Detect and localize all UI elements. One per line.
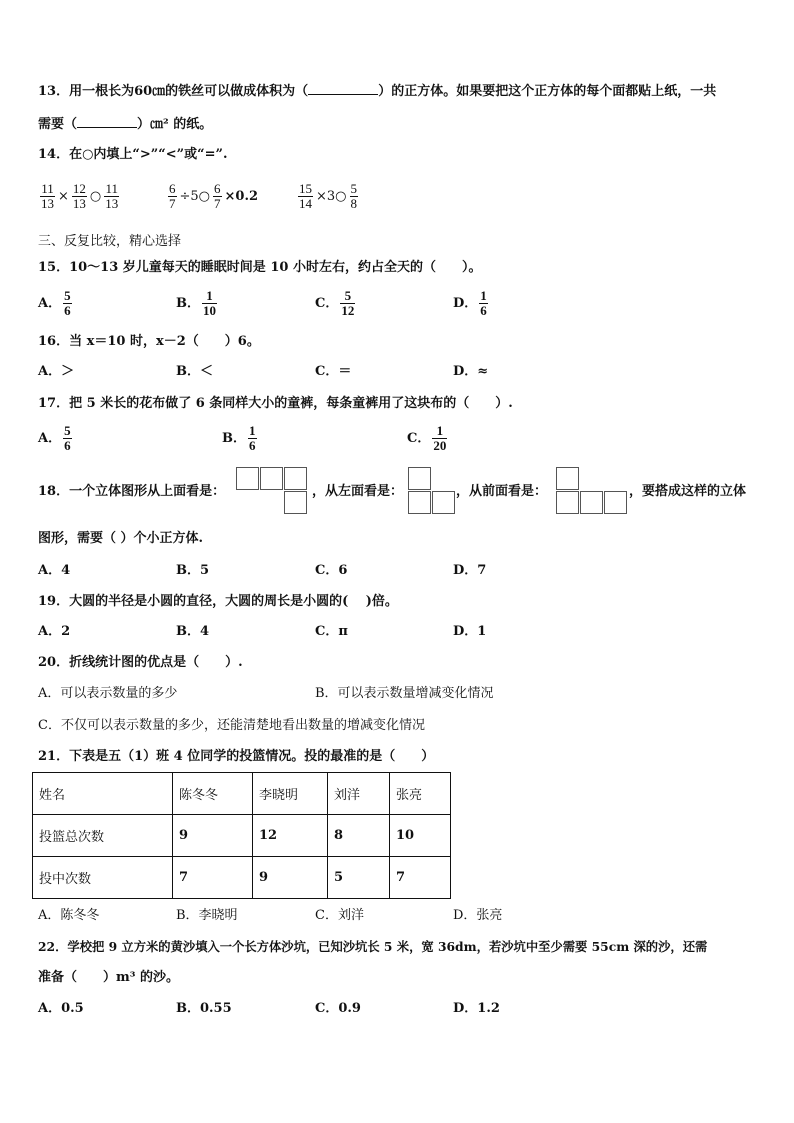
table-cell: 刘洋 bbox=[328, 773, 390, 815]
q16-option-d[interactable]: D．≈ bbox=[453, 364, 489, 379]
q20-option-b[interactable]: B．可以表示数量增减变化情况 bbox=[315, 686, 494, 701]
compare-circle[interactable]: ÷5○ bbox=[179, 189, 211, 204]
q16-option-c[interactable]: C．＝ bbox=[315, 364, 352, 379]
q17-option-b[interactable]: B． $\frac{1}{6}$ bbox=[222, 423, 256, 453]
q16-option-a[interactable]: A．＞ bbox=[38, 364, 75, 379]
table-cell: 9 bbox=[173, 815, 253, 857]
q15-option-b[interactable]: B． $\frac{1}{10}$ bbox=[176, 288, 216, 318]
q21-option-a[interactable]: A．陈冬冬 bbox=[38, 908, 100, 923]
q19-option-d[interactable]: D．1 bbox=[453, 624, 487, 639]
fraction: $\frac{11}{13}$ bbox=[105, 181, 119, 211]
question-13-line-1 bbox=[38, 82, 716, 101]
q18-text-4: ，要搭成这样的立体 bbox=[629, 484, 747, 499]
section-3-heading: 三、反复比较，精心选择 bbox=[38, 234, 182, 249]
q19-option-a[interactable]: A．2 bbox=[38, 624, 71, 639]
table-cell: 投中次数 bbox=[33, 857, 173, 899]
question-22-line-2: 准备（ ）m³ 的沙。 bbox=[38, 970, 179, 985]
table-cell: 9 bbox=[253, 857, 328, 899]
table-cell: 李晓明 bbox=[253, 773, 328, 815]
question-13-line-2 bbox=[38, 115, 212, 134]
question-18-line-2: 图形，需要（ ）个小正方体. bbox=[38, 531, 204, 546]
question-20-stem: 20．折线统计图的优点是（ ）. bbox=[38, 655, 243, 670]
q13-blank-volume[interactable] bbox=[308, 82, 378, 95]
fraction: $\frac{6}{7}$ bbox=[169, 181, 176, 211]
question-21-stem: 21．下表是五（1）班 4 位同学的投篮情况。投的最准的是（ ） bbox=[38, 749, 435, 764]
table-row bbox=[33, 815, 451, 857]
fraction: $\frac{1}{6}$ bbox=[249, 423, 256, 453]
question-14-stem: 14．在○内填上“>”“<”或“=”. bbox=[38, 147, 228, 162]
q18-option-d[interactable]: D．7 bbox=[453, 563, 487, 578]
q18-text-3: ，从前面看是： bbox=[456, 484, 548, 499]
q18-option-c[interactable]: C．6 bbox=[315, 563, 348, 578]
q17-option-c[interactable]: C． $\frac{1}{20}$ bbox=[407, 423, 447, 453]
q19-option-c[interactable]: C．π bbox=[315, 624, 348, 639]
q21-option-c[interactable]: C．刘洋 bbox=[315, 908, 364, 923]
table-cell: 5 bbox=[328, 857, 390, 899]
q20-option-c[interactable]: C．不仅可以表示数量的多少，还能清楚地看出数量的增减变化情况 bbox=[38, 718, 425, 733]
table-row bbox=[33, 773, 451, 815]
table-cell: 8 bbox=[328, 815, 390, 857]
square-cell bbox=[236, 467, 259, 490]
compare-circle[interactable]: ○ bbox=[89, 189, 102, 204]
q15-option-c[interactable]: C． $\frac{5}{12}$ bbox=[315, 288, 355, 318]
shooting-stats-table bbox=[32, 772, 451, 899]
fraction: $\frac{11}{13}$ bbox=[41, 181, 54, 211]
q22-option-d[interactable]: D．1.2 bbox=[453, 1001, 500, 1016]
table-cell: 7 bbox=[390, 857, 451, 899]
question-16-stem: 16．当 x＝10 时，x－2（ ）6。 bbox=[38, 334, 260, 349]
square-cell bbox=[284, 467, 307, 490]
table-row bbox=[33, 857, 451, 899]
fraction: $\frac{5}{6}$ bbox=[64, 423, 71, 453]
square-cell bbox=[260, 467, 283, 490]
table-cell: 张亮 bbox=[390, 773, 451, 815]
fraction: $\frac{5}{6}$ bbox=[64, 288, 71, 318]
q20-option-a[interactable]: A．可以表示数量的多少 bbox=[38, 686, 178, 701]
table-cell: 陈冬冬 bbox=[173, 773, 253, 815]
fraction: $\frac{1}{6}$ bbox=[480, 288, 487, 318]
q13-text-d: ）㎝² 的纸。 bbox=[137, 117, 213, 132]
q15-option-a[interactable]: A． $\frac{5}{6}$ bbox=[38, 288, 71, 318]
q14-expression-3 bbox=[296, 182, 360, 211]
q18-option-a[interactable]: A．4 bbox=[38, 563, 71, 578]
square-cell bbox=[556, 491, 579, 514]
square-cell bbox=[432, 491, 455, 514]
fraction: $\frac{6}{7}$ bbox=[214, 181, 221, 211]
q14-expression-2: $\frac{6}{7}$ ÷5○ $\frac{6}{7}$ ×0.2 bbox=[169, 181, 259, 211]
question-15-stem: 15．10～13 岁儿童每天的睡眠时间是 10 小时左右，约占全天的（ ）。 bbox=[38, 260, 482, 275]
square-cell bbox=[580, 491, 603, 514]
q22-option-c[interactable]: C．0.9 bbox=[315, 1001, 361, 1016]
q22-option-b[interactable]: B．0.55 bbox=[176, 1001, 232, 1016]
square-cell bbox=[604, 491, 627, 514]
q13-text-c: 需要（ bbox=[38, 117, 78, 132]
question-22-line-1: 22．学校把 9 立方米的黄沙填入一个长方体沙坑，已知沙坑长 5 米，宽 36dm，若沙坑中至少需要 55cm 深的沙，还需 bbox=[38, 939, 708, 954]
fraction: $\frac{5}{12}$ bbox=[341, 288, 355, 318]
q14-expression-1: $\frac{11}{13}$ × $\frac{12}{13}$ ○ $\frac{11}{13}$ bbox=[41, 181, 119, 211]
square-cell bbox=[284, 491, 307, 514]
q18-text-2: ，从左面看是： bbox=[312, 484, 404, 499]
fraction: $\frac{12}{13}$ bbox=[72, 181, 86, 211]
fraction: $\frac{1}{10}$ bbox=[203, 288, 216, 318]
question-17-stem: 17．把 5 米长的花布做了 6 条同样大小的童裤，每条童裤用了这块布的（ ）. bbox=[38, 396, 513, 411]
fraction: $\frac{5}{8}$ bbox=[350, 181, 358, 211]
table-cell: 姓名 bbox=[33, 773, 173, 815]
compare-circle[interactable]: ×3○ bbox=[316, 189, 347, 204]
square-cell bbox=[408, 467, 431, 490]
q18-text-1: 18．一个立体图形从上面看是： bbox=[38, 484, 226, 499]
question-19-stem: 19．大圆的半径是小圆的直径，大圆的周长是小圆的( )倍。 bbox=[38, 594, 398, 609]
q15-option-d[interactable]: D． $\frac{1}{6}$ bbox=[453, 288, 487, 318]
q22-option-a[interactable]: A．0.5 bbox=[38, 1001, 84, 1016]
q16-option-b[interactable]: B．＜ bbox=[176, 364, 213, 379]
square-cell bbox=[556, 467, 579, 490]
q21-option-b[interactable]: B．李晓明 bbox=[176, 908, 238, 923]
table-cell: 12 bbox=[253, 815, 328, 857]
q13-blank-area[interactable] bbox=[77, 115, 137, 128]
table-cell: 7 bbox=[173, 857, 253, 899]
fraction: $\frac{15}{14}$ bbox=[299, 181, 312, 211]
q17-option-a[interactable]: A． $\frac{5}{6}$ bbox=[38, 423, 71, 453]
q19-option-b[interactable]: B．4 bbox=[176, 624, 210, 639]
fraction: $\frac{1}{20}$ bbox=[433, 423, 447, 453]
table-cell: 投篮总次数 bbox=[33, 815, 173, 857]
q13-text-b: ）的正方体。如果要把这个正方体的每个面都贴上纸，一共 bbox=[378, 84, 717, 99]
q21-option-d[interactable]: D．张亮 bbox=[453, 908, 503, 923]
q18-option-b[interactable]: B．5 bbox=[176, 563, 210, 578]
q13-text-a: 13．用一根长为60㎝的铁丝可以做成体积为（ bbox=[38, 84, 309, 99]
table-cell: 10 bbox=[390, 815, 451, 857]
square-cell bbox=[408, 491, 431, 514]
